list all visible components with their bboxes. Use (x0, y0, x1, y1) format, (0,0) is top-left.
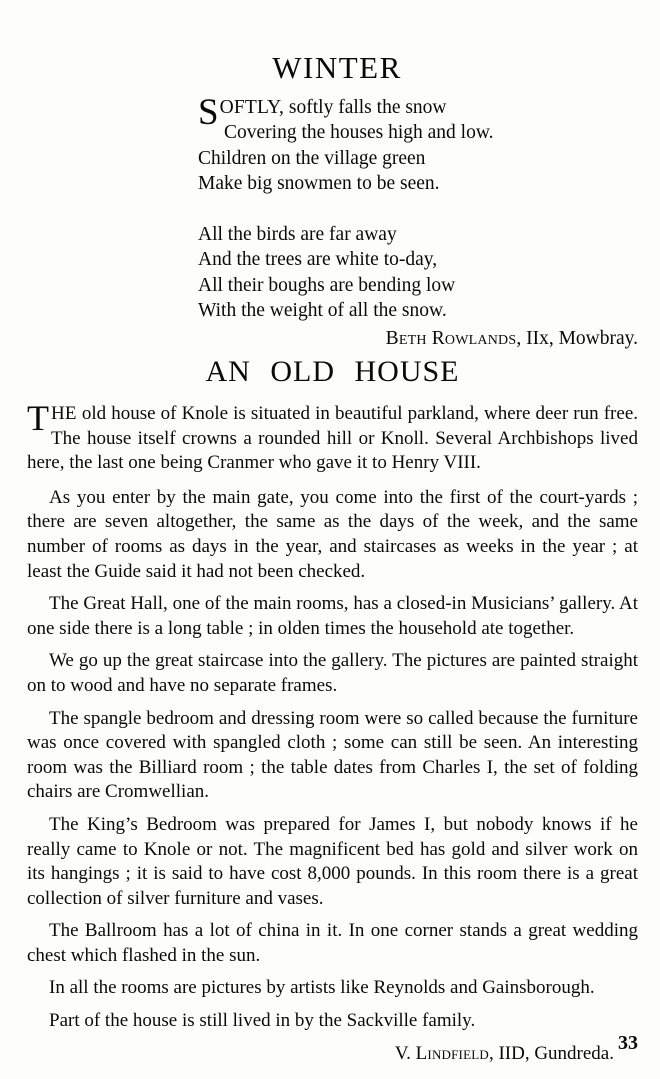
poem-dropcap: S (198, 91, 219, 133)
poem-line-2: Covering the houses high and low. (224, 122, 494, 144)
poem-line-4: Make big snowmen to be seen. (198, 173, 440, 195)
article-paragraph-1 (27, 398, 638, 476)
article-paragraph-5: The spangle bedroom and dressing room were so called because the furniture was once covered with spangled cloth ; some can still be seen. An interesting room was the Billiard room ; the table dates from Charles I, the set of folding chairs are Cromwellian. (27, 707, 638, 803)
article-title: AN OLD HOUSE (205, 355, 460, 388)
poem-first-word: OFTLY, (219, 96, 285, 118)
article-dropcap: T (27, 398, 49, 438)
article-author-name: Lindfield (415, 1042, 489, 1064)
stanza-gap (198, 197, 660, 222)
article-paragraph-8: In all the rooms are pictures by artists like Reynolds and Gainsborough. (49, 977, 595, 999)
article-paragraph-6: The King’s Bedroom was prepared for James I, but nobody knows if he really came to Knole or not. The magnificent bed has gold and silver work on its hangings ; it is said to have cost 8,000 pounds. In this room there is a great collection of silver furniture and vases. (27, 813, 638, 909)
article-paragraph-3: The Great Hall, one of the main rooms, has a closed-in Musicians’ gallery. At one side there is a long table ; in olden times the household ate together. (27, 593, 638, 639)
poem-attribution (0, 326, 660, 351)
poem-body (0, 91, 660, 324)
poem-line-8: With the weight of all the snow. (198, 300, 447, 322)
article-paragraph-9: Part of the house is still lived in by the Sackville family. (49, 1010, 476, 1032)
article-an-old-house (27, 355, 638, 1066)
poem-winter (0, 52, 660, 351)
article-attribution (27, 1042, 638, 1066)
article-author-initial: V. (394, 1042, 416, 1064)
article-paragraph-4: We go up the great staircase into the gallery. The pictures are painted straight on to wood and have no separate frames. (27, 650, 638, 696)
poem-author-detail: , IIx, Mowbray. (516, 327, 638, 349)
page-number: 33 (618, 1032, 638, 1054)
poem-line-7: All their boughs are bending low (198, 274, 456, 296)
poem-title: WINTER (272, 50, 402, 85)
poem-author-name: Beth Rowlands (385, 327, 517, 349)
article-first-word: HE (51, 403, 77, 424)
poem-line-5: All the birds are far away (198, 223, 397, 245)
poem-line-3: Children on the village green (198, 147, 426, 169)
article-paragraph-2: As you enter by the main gate, you come into the first of the court-yards ; there are seven altogether, the same as the days of the week, and the same number of rooms as days in the year, and staircases as weeks in the year ; at least the Guide said it had not been checked. (27, 486, 638, 582)
article-paragraph-7: The Ballroom has a lot of china in it. In one corner stands a great wedding chest which flashed in the sun. (27, 920, 638, 966)
article-author-detail: , IID, Gundreda. (488, 1042, 614, 1064)
article-paragraph-1-text: old house of Knole is situated in beautiful parkland, where deer run free. The house itself crowns a rounded hill or Knoll. Several Archbishops lived here, the last one being Cranmer who gave it to Henry VIII. (27, 403, 638, 474)
poem-line-6: And the trees are white to-day, (198, 249, 438, 271)
poem-line-1-rest: softly falls the snow (284, 96, 447, 118)
